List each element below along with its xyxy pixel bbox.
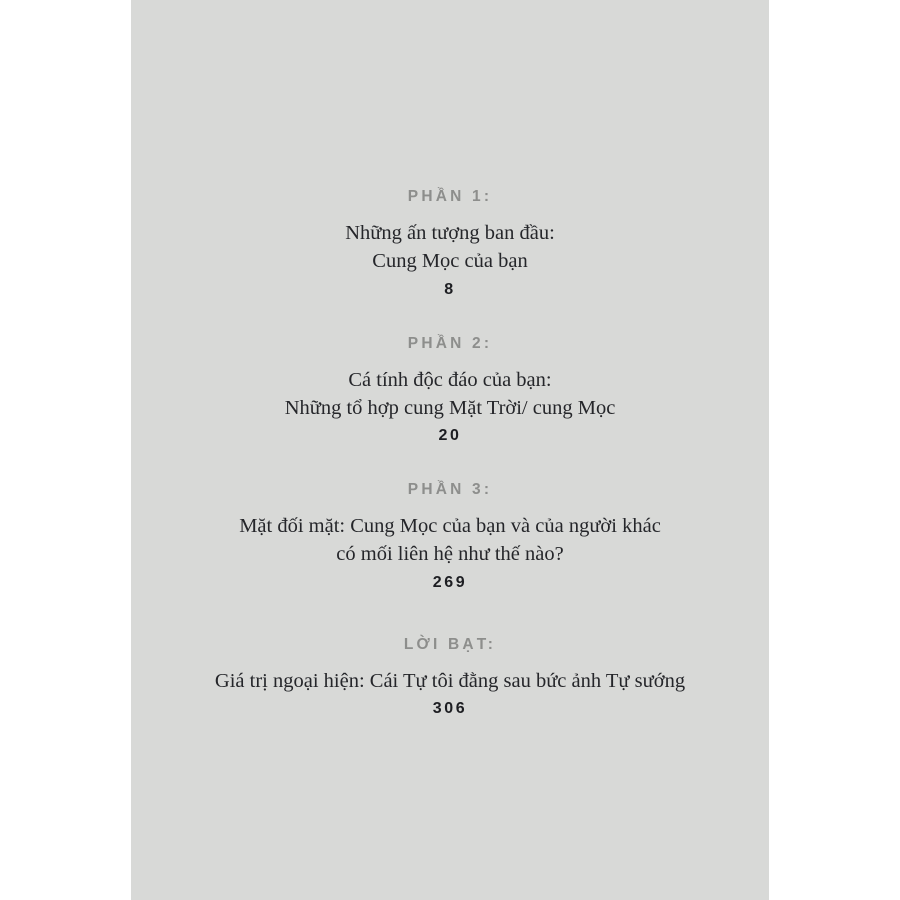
part-title-line: Giá trị ngoại hiện: Cái Tự tôi đằng sau bức ảnh Tự sướng [214, 669, 686, 692]
part-title-line: Những tổ hợp cung Mặt Trời/ cung Mọc [284, 396, 616, 419]
book-page [131, 0, 769, 900]
part-label: LỜI BẠT: [403, 635, 497, 653]
part-page-number: 306 [432, 699, 468, 717]
toc-entry-part-2 [131, 335, 769, 446]
part-page-number: 20 [438, 427, 462, 445]
table-of-contents [131, 188, 769, 718]
part-title-line: Những ấn tượng ban đầu: [345, 222, 555, 244]
part-title-line: có mối liên hệ như thế nào? [336, 543, 564, 566]
part-page-number: 269 [432, 573, 468, 591]
part-title [170, 366, 730, 423]
toc-entry-part-1 [131, 188, 769, 299]
part-title [170, 512, 730, 569]
part-title-line: Mặt đối mặt: Cung Mọc của bạn và của người khác [239, 515, 661, 538]
part-label: PHẦN 1: [407, 188, 493, 205]
part-label: PHẦN 2: [407, 334, 493, 352]
part-label: PHẦN 3: [407, 481, 493, 499]
part-title [170, 667, 730, 695]
toc-entry-part-3 [131, 481, 769, 592]
toc-entry-epilogue [131, 636, 769, 718]
part-title-line: Cung Mọc của bạn [372, 250, 528, 273]
part-title-line: Cá tính độc đáo của bạn: [348, 368, 552, 391]
part-page-number: 8 [444, 280, 456, 298]
part-title [170, 219, 730, 276]
